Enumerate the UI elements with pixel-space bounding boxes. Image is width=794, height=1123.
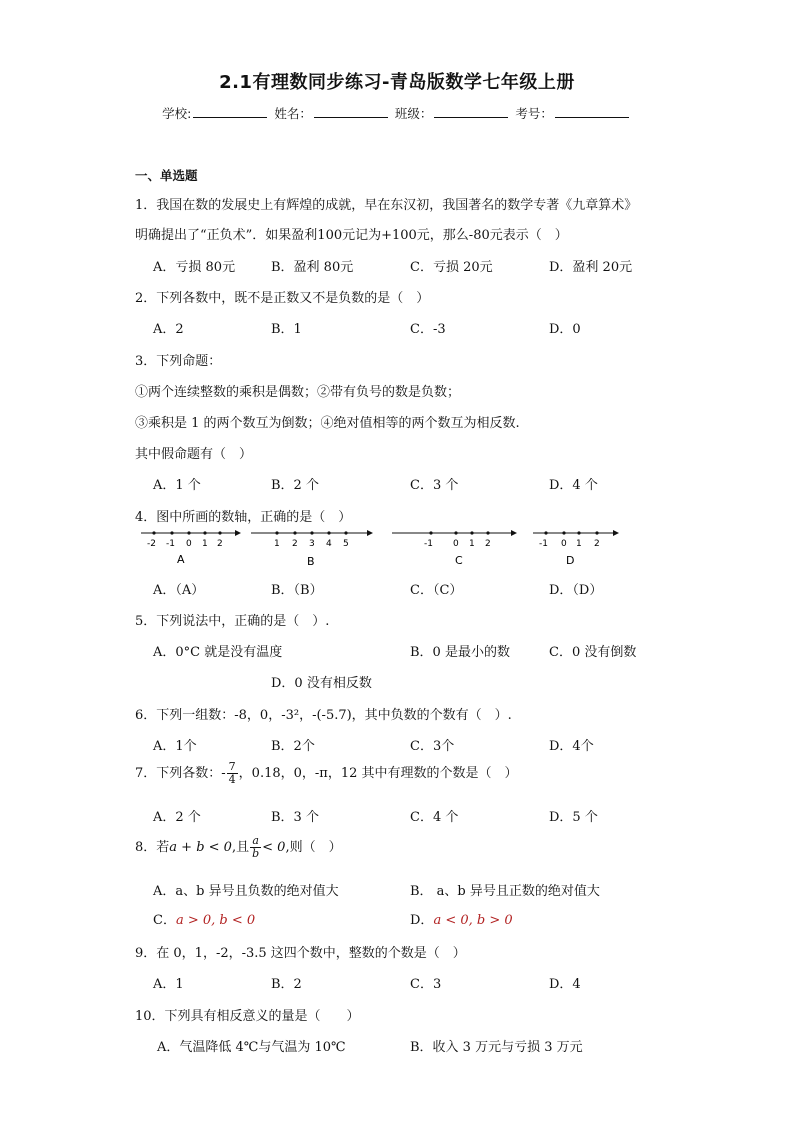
option-d-letter: D． [410,913,434,928]
question-8-stem-pre: 8．若 [135,840,170,855]
tick-label: -1 [539,539,548,549]
question-1-stem-line1: 1．我国在数的发展史上有辉煌的成就，早在东汉初，我国著名的数学专著《九章算术》 [135,198,638,213]
figure-label-c: C [455,554,463,567]
tick-label: 3 [309,539,315,549]
question-3-option-d[interactable]: D．4 个 [549,478,598,493]
question-2-option-a[interactable]: A．2 [153,322,184,337]
condition-quotient: < 0 [262,840,286,855]
tick-label: 4 [326,539,332,549]
class-label: 班级： [394,106,433,121]
question-9-option-b[interactable]: B．2 [271,977,302,992]
question-6-stem: 6．下列一组数：-8，0，-3²，-(-5.7)，其中负数的个数有（ ）. [135,708,512,723]
page-title: 2.1有理数同步练习-青岛版数学七年级上册 [219,72,575,93]
condition-sum: a + b < 0 [169,840,232,855]
question-9-option-d[interactable]: D．4 [549,977,581,992]
tick-label: 0 [186,539,192,549]
number-line-b [251,530,373,568]
question-10-option-a[interactable]: A．气温降低 4℃与气温为 10℃ [157,1040,346,1055]
question-8-stem-post: ,则（ ） [285,840,342,855]
tick-label: 1 [202,539,208,549]
question-5-option-a[interactable]: A．0°C 就是没有温度 [153,645,283,660]
fraction-denominator: b [252,847,260,860]
question-5-option-d[interactable]: D．0 没有相反数 [271,676,372,691]
school-label: 学校: [162,106,192,121]
question-2-option-b[interactable]: B．1 [271,322,302,337]
question-3-option-c[interactable]: C．3 个 [410,478,459,493]
question-3-line2: ③乘积是 1 的两个数互为倒数；④绝对值相等的两个数互为相反数. [135,416,520,431]
question-3-line1: ①两个连续整数的乘积是偶数；②带有负号的数是负数； [135,385,461,400]
number-line-figures [135,524,635,570]
option-d-math: a < 0, b > 0 [433,913,513,928]
question-6-option-a[interactable]: A．1个 [153,739,197,754]
exam-no-label: 考号： [515,106,553,121]
question-9-option-a[interactable]: A．1 [153,977,184,992]
fraction-seven-fourths [227,761,238,786]
name-label: 姓名： [274,106,312,121]
question-9-stem: 9．在 0，1，-2，-3.5 这四个数中，整数的个数是（ ） [135,946,466,961]
question-1-option-d[interactable]: D．盈利 20元 [549,260,633,275]
question-1-option-c[interactable]: C．亏损 20元 [410,260,493,275]
question-10-option-b[interactable]: B．收入 3 万元与亏损 3 万元 [410,1040,583,1055]
question-6-option-d[interactable]: D．4个 [549,739,594,754]
class-blank [434,106,508,118]
question-1-option-b[interactable]: B．盈利 80元 [271,260,354,275]
question-4-stem: 4．图中所画的数轴，正确的是（ ） [135,510,352,525]
question-7-stem-post: ，0.18，0，-π，12 其中有理数的个数是（ ） [238,766,518,781]
tick-label: 2 [485,539,491,549]
question-3-option-a[interactable]: A．1 个 [153,478,201,493]
question-7-option-a[interactable]: A．2 个 [153,810,201,825]
tick-label: 1 [274,539,280,549]
question-9-option-c[interactable]: C．3 [410,977,442,992]
question-3-option-b[interactable]: B．2 个 [271,478,319,493]
question-2-option-d[interactable]: D．0 [549,322,581,337]
school-blank [193,106,267,118]
tick-label: -1 [166,539,175,549]
question-4-option-a[interactable]: A．（A） [153,583,205,598]
question-2-option-c[interactable]: C．-3 [410,322,446,337]
number-line-d [533,530,619,567]
question-5-option-c[interactable]: C．0 没有倒数 [549,645,637,660]
question-7-stem [135,761,518,786]
tick-label: 2 [594,539,600,549]
number-line-a [141,530,241,566]
question-5-stem: 5．下列说法中，正确的是（ ）. [135,614,330,629]
tick-label: 1 [576,539,582,549]
question-7-stem-pre: 7．下列各数：- [135,766,226,781]
question-8-option-b[interactable]: B． a、b 异号且正数的绝对值大 [410,884,600,899]
question-8-option-c[interactable] [153,909,255,928]
option-c-letter: C． [153,913,176,928]
question-7-option-b[interactable]: B．3 个 [271,810,319,825]
question-6-option-c[interactable]: C．3个 [410,739,455,754]
question-10-stem: 10．下列具有相反意义的量是（ ） [135,1009,360,1024]
question-3-line3: 其中假命题有（ ） [135,447,253,462]
question-8-stem [135,835,342,860]
tick-label: 0 [453,539,459,549]
tick-label: 5 [343,539,349,549]
tick-label: 0 [561,539,567,549]
name-blank [314,106,388,118]
figure-label-d: D [566,554,575,567]
fraction-denominator: 4 [228,773,236,786]
question-4-option-d[interactable]: D．（D） [549,583,603,598]
figure-label-a: A [177,553,185,566]
question-1-option-a[interactable]: A．亏损 80元 [153,260,236,275]
fraction-a-over-b [250,835,261,860]
question-1-stem-line2: 明确提出了“正负术”．如果盈利100元记为+100元，那么-80元表示（ ） [135,228,568,243]
student-info-line [0,104,794,122]
question-8-option-d[interactable] [410,909,513,928]
tick-label: -1 [424,539,433,549]
question-8-mid: ,且 [231,840,250,855]
tick-label: 1 [469,539,475,549]
question-7-option-c[interactable]: C．4 个 [410,810,459,825]
figure-label-b: B [307,555,315,568]
tick-label: 2 [292,539,298,549]
question-2-stem: 2．下列各数中，既不是正数又不是负数的是（ ） [135,291,430,306]
fraction-numerator: 7 [228,760,236,773]
question-8-option-a[interactable]: A．a、b 异号且负数的绝对值大 [153,884,339,899]
question-3-stem: 3．下列命题： [135,354,222,369]
tick-label: 2 [217,539,223,549]
fraction-numerator: a [250,835,261,848]
question-4-option-b[interactable]: B．（B） [271,583,323,598]
section-heading: 一、单选题 [135,168,198,183]
number-line-c [392,530,517,567]
question-4-option-c[interactable]: C．（C） [410,583,463,598]
question-5-option-b[interactable]: B．0 是最小的数 [410,645,510,660]
question-7-option-d[interactable]: D．5 个 [549,810,598,825]
exam-no-blank [555,106,629,118]
question-6-option-b[interactable]: B．2个 [271,739,315,754]
tick-label: -2 [147,539,156,549]
option-c-math: a > 0, b < 0 [175,913,256,928]
